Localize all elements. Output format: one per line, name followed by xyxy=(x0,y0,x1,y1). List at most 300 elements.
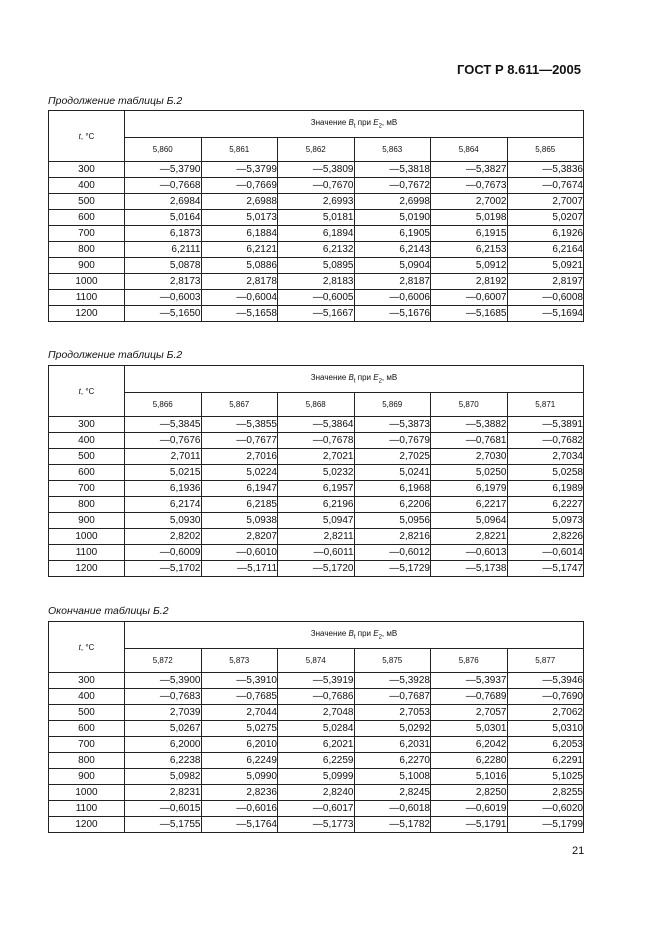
value-cell: 2,8240 xyxy=(278,785,355,801)
temperature-header xyxy=(49,366,125,417)
value-cell: 2,8202 xyxy=(125,529,202,545)
table-row xyxy=(49,226,584,242)
value-cell: 2,7025 xyxy=(354,449,431,465)
temperature-header xyxy=(49,111,125,162)
value-cell: —0,6006 xyxy=(354,290,431,306)
value-cell: —0,6003 xyxy=(125,290,202,306)
data-table xyxy=(48,621,584,833)
value-cell: —5,1738 xyxy=(431,561,508,577)
table-row xyxy=(49,705,584,721)
value-cell: —5,3891 xyxy=(507,417,584,433)
value-cell: 6,2031 xyxy=(354,737,431,753)
temperature-cell: 700 xyxy=(49,737,125,753)
value-cell: 5,1016 xyxy=(431,769,508,785)
value-cell: —5,1764 xyxy=(201,817,278,833)
value-cell: 6,1884 xyxy=(201,226,278,242)
column-header: 5,868 xyxy=(278,393,355,417)
value-cell: 2,8231 xyxy=(125,785,202,801)
value-cell: —0,7681 xyxy=(431,433,508,449)
value-cell: —0,7683 xyxy=(125,689,202,705)
value-cell: —0,7678 xyxy=(278,433,355,449)
value-cell: 6,2196 xyxy=(278,497,355,513)
value-cell: 2,7030 xyxy=(431,449,508,465)
column-header-row xyxy=(49,138,584,162)
value-cell: —5,3845 xyxy=(125,417,202,433)
value-cell: 2,6998 xyxy=(354,194,431,210)
column-header: 5,866 xyxy=(125,393,202,417)
table-row xyxy=(49,753,584,769)
value-cell: 5,0207 xyxy=(507,210,584,226)
value-cell: —0,6014 xyxy=(507,545,584,561)
value-cell: 2,8207 xyxy=(201,529,278,545)
value-cell: 5,0232 xyxy=(278,465,355,481)
value-cell: 2,8245 xyxy=(354,785,431,801)
temperature-cell: 900 xyxy=(49,513,125,529)
value-subscript-2: 2 xyxy=(378,378,382,385)
table-row xyxy=(49,481,584,497)
column-header: 5,862 xyxy=(278,138,355,162)
value-cell: —5,3882 xyxy=(431,417,508,433)
value-cell: 6,2042 xyxy=(431,737,508,753)
value-cell: —0,6005 xyxy=(278,290,355,306)
table-row xyxy=(49,721,584,737)
value-cell: —0,6004 xyxy=(201,290,278,306)
value-cell: 6,2111 xyxy=(125,242,202,258)
table-row xyxy=(49,529,584,545)
table-row xyxy=(49,178,584,194)
value-cell: 5,0912 xyxy=(431,258,508,274)
value-cell: 5,0267 xyxy=(125,721,202,737)
value-unit: , мВ xyxy=(381,373,398,383)
temperature-cell: 1000 xyxy=(49,274,125,290)
value-connector: при xyxy=(355,373,374,383)
header-row xyxy=(49,111,584,138)
table-caption: Продолжение таблицы Б.2 xyxy=(48,349,183,361)
temperature-cell: 600 xyxy=(49,210,125,226)
table-row xyxy=(49,545,584,561)
value-cell: 6,2185 xyxy=(201,497,278,513)
value-cell: 5,0190 xyxy=(354,210,431,226)
value-cell: 6,2280 xyxy=(431,753,508,769)
temperature-unit: , °С xyxy=(80,131,95,141)
value-cell: —0,6013 xyxy=(431,545,508,561)
value-cell: 5,0964 xyxy=(431,513,508,529)
temperature-cell: 800 xyxy=(49,242,125,258)
value-subscript: t xyxy=(353,123,356,130)
value-variable-2: E xyxy=(373,629,379,639)
table-row xyxy=(49,274,584,290)
column-header: 5,874 xyxy=(278,649,355,673)
temperature-cell: 1100 xyxy=(49,545,125,561)
value-cell: 5,0956 xyxy=(354,513,431,529)
value-cell: 6,2238 xyxy=(125,753,202,769)
table-caption: Продолжение таблицы Б.2 xyxy=(48,95,183,107)
value-cell: 6,2000 xyxy=(125,737,202,753)
value-cell: —5,1791 xyxy=(431,817,508,833)
temperature-cell: 700 xyxy=(49,481,125,497)
value-prefix: Значение xyxy=(310,373,349,383)
header-row xyxy=(49,366,584,393)
temperature-cell: 800 xyxy=(49,497,125,513)
column-header: 5,877 xyxy=(507,649,584,673)
column-header: 5,871 xyxy=(507,393,584,417)
value-header xyxy=(125,622,584,649)
value-cell: —0,7673 xyxy=(431,178,508,194)
value-variable-2: E xyxy=(373,118,379,128)
temperature-cell: 400 xyxy=(49,689,125,705)
table-row xyxy=(49,258,584,274)
value-cell: 6,1957 xyxy=(278,481,355,497)
value-cell: —0,7676 xyxy=(125,433,202,449)
value-cell: —0,7677 xyxy=(201,433,278,449)
data-table xyxy=(48,110,584,322)
value-cell: 2,7011 xyxy=(125,449,202,465)
value-cell: 2,7044 xyxy=(201,705,278,721)
table-row xyxy=(49,306,584,322)
temperature-cell: 300 xyxy=(49,162,125,178)
value-cell: —5,3809 xyxy=(278,162,355,178)
value-variable-2: E xyxy=(373,373,379,383)
value-cell: 6,1915 xyxy=(431,226,508,242)
value-cell: 6,2206 xyxy=(354,497,431,513)
value-cell: 2,6984 xyxy=(125,194,202,210)
value-cell: 5,0275 xyxy=(201,721,278,737)
temperature-cell: 1200 xyxy=(49,306,125,322)
value-cell: —5,1685 xyxy=(431,306,508,322)
value-cell: 2,7048 xyxy=(278,705,355,721)
temperature-cell: 300 xyxy=(49,673,125,689)
value-cell: —0,7686 xyxy=(278,689,355,705)
value-cell: —5,3873 xyxy=(354,417,431,433)
column-header: 5,867 xyxy=(201,393,278,417)
table-row xyxy=(49,801,584,817)
value-cell: 2,8250 xyxy=(431,785,508,801)
value-cell: 6,2217 xyxy=(431,497,508,513)
value-cell: 5,0886 xyxy=(201,258,278,274)
temperature-symbol: t xyxy=(78,131,81,141)
temperature-cell: 500 xyxy=(49,449,125,465)
value-cell: 2,7039 xyxy=(125,705,202,721)
table-row xyxy=(49,673,584,689)
value-cell: 2,6993 xyxy=(278,194,355,210)
column-header: 5,864 xyxy=(431,138,508,162)
column-header: 5,872 xyxy=(125,649,202,673)
value-cell: 5,0284 xyxy=(278,721,355,737)
temperature-cell: 1100 xyxy=(49,290,125,306)
value-cell: 2,8226 xyxy=(507,529,584,545)
value-cell: 2,7034 xyxy=(507,449,584,465)
value-cell: 6,2164 xyxy=(507,242,584,258)
value-cell: 6,2227 xyxy=(507,497,584,513)
value-cell: 5,0164 xyxy=(125,210,202,226)
header-row xyxy=(49,622,584,649)
value-cell: 5,0258 xyxy=(507,465,584,481)
value-cell: —5,1729 xyxy=(354,561,431,577)
value-cell: 5,0895 xyxy=(278,258,355,274)
value-variable: B xyxy=(348,373,354,383)
temperature-header xyxy=(49,622,125,673)
value-cell: 2,8197 xyxy=(507,274,584,290)
value-cell: 5,0310 xyxy=(507,721,584,737)
data-table xyxy=(48,365,584,577)
value-subscript-2: 2 xyxy=(378,123,382,130)
value-cell: 5,0990 xyxy=(201,769,278,785)
table-row xyxy=(49,210,584,226)
value-cell: 5,0241 xyxy=(354,465,431,481)
column-header: 5,876 xyxy=(431,649,508,673)
value-cell: —5,1711 xyxy=(201,561,278,577)
value-cell: 2,7021 xyxy=(278,449,355,465)
temperature-unit: , °С xyxy=(80,642,95,652)
value-cell: 2,7007 xyxy=(507,194,584,210)
value-cell: 2,7057 xyxy=(431,705,508,721)
value-connector: при xyxy=(355,118,374,128)
value-variable: B xyxy=(348,629,354,639)
table-row xyxy=(49,769,584,785)
table-row xyxy=(49,513,584,529)
value-cell: 5,0982 xyxy=(125,769,202,785)
value-cell: 6,2132 xyxy=(278,242,355,258)
value-cell: —5,3946 xyxy=(507,673,584,689)
page-number: 21 xyxy=(572,845,585,857)
value-cell: 2,7062 xyxy=(507,705,584,721)
table-row xyxy=(49,242,584,258)
value-subscript: t xyxy=(353,634,356,641)
value-cell: —0,6015 xyxy=(125,801,202,817)
value-cell: —5,3937 xyxy=(431,673,508,689)
document-id: ГОСТ Р 8.611—2005 xyxy=(457,62,581,77)
value-prefix: Значение xyxy=(310,118,349,128)
value-cell: 2,7002 xyxy=(431,194,508,210)
table-row xyxy=(49,785,584,801)
value-cell: 5,0224 xyxy=(201,465,278,481)
value-cell: 5,0973 xyxy=(507,513,584,529)
value-cell: 5,0938 xyxy=(201,513,278,529)
temperature-cell: 700 xyxy=(49,226,125,242)
value-cell: —0,6018 xyxy=(354,801,431,817)
value-cell: —0,7668 xyxy=(125,178,202,194)
table-row xyxy=(49,561,584,577)
column-header: 5,860 xyxy=(125,138,202,162)
temperature-cell: 600 xyxy=(49,721,125,737)
column-header: 5,870 xyxy=(431,393,508,417)
value-cell: 5,1008 xyxy=(354,769,431,785)
value-cell: —0,6019 xyxy=(431,801,508,817)
table-row xyxy=(49,194,584,210)
temperature-symbol: t xyxy=(78,642,81,652)
value-cell: —5,1782 xyxy=(354,817,431,833)
value-cell: 2,8187 xyxy=(354,274,431,290)
value-cell: —5,1747 xyxy=(507,561,584,577)
value-cell: —5,3910 xyxy=(201,673,278,689)
table-row xyxy=(49,817,584,833)
value-cell: —0,6016 xyxy=(201,801,278,817)
value-cell: —0,6007 xyxy=(431,290,508,306)
value-cell: 2,8192 xyxy=(431,274,508,290)
value-cell: 6,1968 xyxy=(354,481,431,497)
column-header: 5,865 xyxy=(507,138,584,162)
temperature-cell: 400 xyxy=(49,178,125,194)
value-cell: 2,8236 xyxy=(201,785,278,801)
table-row xyxy=(49,162,584,178)
table-row xyxy=(49,689,584,705)
value-cell: —5,3799 xyxy=(201,162,278,178)
value-cell: 6,2053 xyxy=(507,737,584,753)
value-subscript-2: 2 xyxy=(378,634,382,641)
value-cell: 5,0215 xyxy=(125,465,202,481)
value-cell: 5,0921 xyxy=(507,258,584,274)
value-cell: 6,2291 xyxy=(507,753,584,769)
temperature-unit: , °С xyxy=(80,386,95,396)
value-cell: —0,6011 xyxy=(278,545,355,561)
value-cell: —5,1755 xyxy=(125,817,202,833)
value-cell: 6,1979 xyxy=(431,481,508,497)
value-variable: B xyxy=(348,118,354,128)
value-cell: —0,6010 xyxy=(201,545,278,561)
temperature-cell: 800 xyxy=(49,753,125,769)
value-cell: —5,3900 xyxy=(125,673,202,689)
column-header-row xyxy=(49,393,584,417)
value-subscript: t xyxy=(353,378,356,385)
value-cell: 6,2153 xyxy=(431,242,508,258)
value-cell: 5,0878 xyxy=(125,258,202,274)
value-cell: 5,0198 xyxy=(431,210,508,226)
value-cell: 6,2143 xyxy=(354,242,431,258)
value-cell: —0,7679 xyxy=(354,433,431,449)
value-cell: 6,2010 xyxy=(201,737,278,753)
table-row xyxy=(49,433,584,449)
value-cell: 5,0904 xyxy=(354,258,431,274)
value-cell: 5,0999 xyxy=(278,769,355,785)
column-header: 5,861 xyxy=(201,138,278,162)
column-header-row xyxy=(49,649,584,673)
value-prefix: Значение xyxy=(310,629,349,639)
temperature-cell: 500 xyxy=(49,705,125,721)
value-cell: —0,7687 xyxy=(354,689,431,705)
value-cell: 5,0930 xyxy=(125,513,202,529)
value-cell: —0,6012 xyxy=(354,545,431,561)
value-cell: —0,7669 xyxy=(201,178,278,194)
value-cell: —0,6009 xyxy=(125,545,202,561)
value-cell: —5,3827 xyxy=(431,162,508,178)
value-connector: при xyxy=(355,629,374,639)
temperature-cell: 900 xyxy=(49,769,125,785)
value-cell: —5,1676 xyxy=(354,306,431,322)
value-cell: 2,8255 xyxy=(507,785,584,801)
value-cell: —5,3855 xyxy=(201,417,278,433)
column-header: 5,875 xyxy=(354,649,431,673)
temperature-cell: 1100 xyxy=(49,801,125,817)
value-unit: , мВ xyxy=(381,118,398,128)
value-cell: —5,1650 xyxy=(125,306,202,322)
value-cell: 2,6988 xyxy=(201,194,278,210)
value-cell: —0,7670 xyxy=(278,178,355,194)
column-header: 5,869 xyxy=(354,393,431,417)
value-cell: —5,1799 xyxy=(507,817,584,833)
value-cell: 6,2249 xyxy=(201,753,278,769)
value-cell: 2,7016 xyxy=(201,449,278,465)
temperature-cell: 1000 xyxy=(49,785,125,801)
temperature-cell: 900 xyxy=(49,258,125,274)
value-cell: 2,8221 xyxy=(431,529,508,545)
value-cell: 5,0173 xyxy=(201,210,278,226)
value-cell: —0,7674 xyxy=(507,178,584,194)
table-row xyxy=(49,417,584,433)
value-cell: 2,7053 xyxy=(354,705,431,721)
column-header: 5,863 xyxy=(354,138,431,162)
table-row xyxy=(49,737,584,753)
value-cell: —5,3836 xyxy=(507,162,584,178)
value-cell: 6,2259 xyxy=(278,753,355,769)
value-cell: —0,7689 xyxy=(431,689,508,705)
table-row xyxy=(49,290,584,306)
column-header: 5,873 xyxy=(201,649,278,673)
value-cell: 6,1989 xyxy=(507,481,584,497)
value-cell: —5,3818 xyxy=(354,162,431,178)
table-caption: Окончание таблицы Б.2 xyxy=(48,605,169,617)
temperature-cell: 400 xyxy=(49,433,125,449)
value-cell: 6,2021 xyxy=(278,737,355,753)
value-header xyxy=(125,366,584,393)
value-cell: 5,0181 xyxy=(278,210,355,226)
value-cell: 6,1936 xyxy=(125,481,202,497)
value-cell: 6,1873 xyxy=(125,226,202,242)
temperature-cell: 500 xyxy=(49,194,125,210)
table-row xyxy=(49,465,584,481)
value-cell: —5,3790 xyxy=(125,162,202,178)
value-cell: —5,1773 xyxy=(278,817,355,833)
value-cell: —5,1720 xyxy=(278,561,355,577)
value-cell: 5,0301 xyxy=(431,721,508,737)
value-cell: —5,1667 xyxy=(278,306,355,322)
value-cell: —0,6017 xyxy=(278,801,355,817)
value-unit: , мВ xyxy=(381,629,398,639)
value-cell: 2,8183 xyxy=(278,274,355,290)
temperature-cell: 600 xyxy=(49,465,125,481)
value-cell: —5,3928 xyxy=(354,673,431,689)
value-cell: 6,2121 xyxy=(201,242,278,258)
value-cell: —5,1694 xyxy=(507,306,584,322)
temperature-cell: 1200 xyxy=(49,817,125,833)
value-cell: —0,7682 xyxy=(507,433,584,449)
value-cell: 6,2270 xyxy=(354,753,431,769)
value-cell: 6,2174 xyxy=(125,497,202,513)
value-cell: —5,1702 xyxy=(125,561,202,577)
value-cell: —5,3864 xyxy=(278,417,355,433)
value-cell: —0,7672 xyxy=(354,178,431,194)
temperature-cell: 300 xyxy=(49,417,125,433)
value-cell: 2,8211 xyxy=(278,529,355,545)
value-header xyxy=(125,111,584,138)
value-cell: 5,0292 xyxy=(354,721,431,737)
value-cell: 6,1947 xyxy=(201,481,278,497)
temperature-cell: 1200 xyxy=(49,561,125,577)
value-cell: —5,3919 xyxy=(278,673,355,689)
value-cell: 5,0947 xyxy=(278,513,355,529)
value-cell: —0,7690 xyxy=(507,689,584,705)
value-cell: 2,8216 xyxy=(354,529,431,545)
table-row xyxy=(49,497,584,513)
table-row xyxy=(49,449,584,465)
value-cell: —0,6020 xyxy=(507,801,584,817)
value-cell: 5,0250 xyxy=(431,465,508,481)
value-cell: 6,1926 xyxy=(507,226,584,242)
value-cell: 6,1905 xyxy=(354,226,431,242)
temperature-cell: 1000 xyxy=(49,529,125,545)
value-cell: —5,1658 xyxy=(201,306,278,322)
value-cell: 2,8173 xyxy=(125,274,202,290)
value-cell: —0,7685 xyxy=(201,689,278,705)
